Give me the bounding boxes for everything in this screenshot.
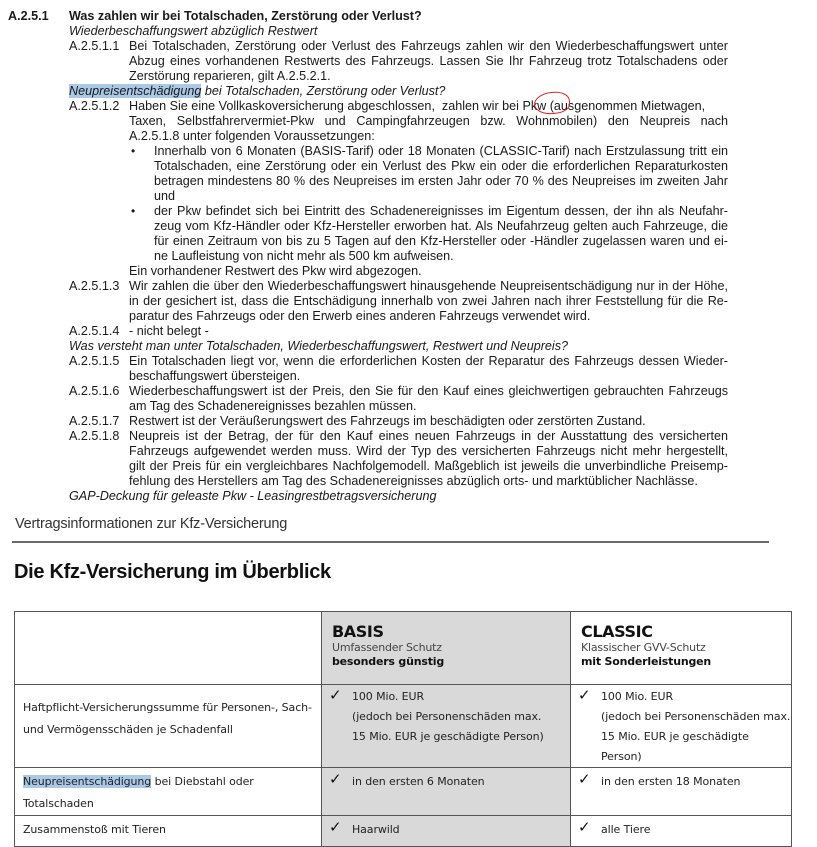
clause-number: A.2.5.1.2 [69, 99, 120, 113]
row-label: Zusammenstoß mit Tieren [23, 823, 166, 836]
header-empty-cell [15, 612, 322, 685]
row-label-cell [15, 768, 322, 816]
plan-tagline-classic: mit Sonderleistungen [581, 655, 712, 668]
value-line: (jedoch bei Personenschäden max. [352, 710, 542, 723]
clause-text-line: Neupreis ist der Betrag, der für den Kauf eines neuen Fahrzeugs in der Ausstattung des versicherten [129, 429, 728, 443]
checkmark-icon: ✓ [578, 686, 591, 704]
clause-text-line: Fahrzeugs aufgewendet werden muss. Wird der Typ des versicherten Fahrzeugs nicht mehr hergestellt, [129, 444, 728, 458]
overview-subtitle: Vertragsinformationen zur Kfz-Versicherung [15, 516, 288, 532]
basis-value-cell [322, 768, 571, 816]
clause-text-line: gilt der Preis für ein vergleichbares Nachfolgemodell. Maßgeblich ist jeweils die unverbindliche Preisemp- [129, 459, 728, 473]
subheading-wiederbeschaffungswert: Wiederbeschaffungswert abzüglich Restwert [69, 24, 318, 38]
bullet-text-line: für einen Zeitraum von bis zu 5 Tagen auf den Kfz-Hersteller oder -Händler zugelassen waren und ei- [154, 234, 728, 248]
value-line: 15 Mio. EUR je geschädigte Person) [601, 730, 749, 763]
clause-text-line: Restwert ist der Veräußerungswert des Fahrzeugs im beschädigten oder zerstörten Zustand. [129, 414, 646, 428]
checkmark-icon: ✓ [329, 818, 342, 836]
bullet-icon: • [131, 204, 136, 218]
clause-number: A.2.5.1.1 [69, 39, 120, 53]
clause-text-line: Zerstörung reparieren, gilt A.2.5.2.1. [129, 69, 331, 83]
clause-text-line: Haben Sie eine Vollkaskoversicherung abgeschlossen, zahlen wir bei Pkw (ausgenommen Mietwagen, [129, 99, 706, 113]
value-text: alle Tiere [601, 823, 651, 836]
clause-number: A.2.5.1.5 [69, 354, 120, 368]
section-number: A.2.5.1 [8, 9, 49, 23]
bullet-icon: • [131, 144, 136, 158]
bullet-text-line: Totalschaden, eine Zerstörung oder ein Verlust des Pkw ein oder die erforderlichen Reparaturkosten [154, 159, 728, 173]
value-line: 100 Mio. EUR [601, 690, 674, 703]
clause-number: A.2.5.1.3 [69, 279, 120, 293]
clause-number: A.2.5.1.7 [69, 414, 120, 428]
section-divider [12, 541, 769, 543]
bullet-text-line: betragen mindestens 80 % des Neupreises im ersten Jahr oder 70 % des Neupreises im zweiten Jahr [154, 174, 728, 188]
checkmark-icon: ✓ [578, 818, 591, 836]
clause-text-line: in der gesichert ist, dass die Entschädigung innerhalb von zwei Jahren nach ihrer Feststellung für die Re- [129, 294, 728, 308]
bullet-text-line: und [154, 189, 176, 203]
clause-text-line: - nicht belegt - [129, 324, 209, 338]
clause-closing-line: Ein vorhandener Restwert des Pkw wird abgezogen. [129, 264, 422, 278]
clause-text-line: fehlung des Herstellers am Tag des Schadenereignisses abzüglich orts- und marktüblicher Nachlässe. [129, 474, 698, 488]
plan-description-classic: Klassischer GVV-Schutz [581, 641, 706, 654]
clause-text-line: beschaffungswert übersteigen. [129, 369, 301, 383]
clause-number: A.2.5.1.4 [69, 324, 120, 338]
plan-name-basis: BASIS [332, 622, 384, 641]
bullet-text-line: ne Laufleistung von nicht mehr als 500 km aufweisen. [154, 249, 454, 263]
subheading-neupreisentschaedigung: Neupreisentschädigung bei Totalschaden, Zerstörung oder Verlust? [69, 84, 446, 98]
section-heading: Was zahlen wir bei Totalschaden, Zerstörung oder Verlust? [69, 9, 422, 23]
row-label: Neupreisentschädigung bei Diebstahl oder Totalschaden [23, 775, 254, 810]
subheading-gap-deckung: GAP-Deckung für geleaste Pkw - Leasingrestbetragsversicherung [69, 489, 437, 503]
clause-text-line: Bei Totalschaden, Zerstörung oder Verlust des Fahrzeugs zahlen wir den Wiederbeschaffungswert unter [129, 39, 728, 53]
row-label-cell [15, 816, 322, 847]
value-line: (jedoch bei Personenschäden max. [601, 710, 791, 723]
clause-text-line: Abzug eines vorhandenen Restwerts des Fahrzeugs. Lassen Sie Ihr Fahrzeug trotz Totalschadens oder [129, 54, 728, 68]
plan-tagline-basis: besonders günstig [332, 655, 444, 668]
classic-value-cell [571, 816, 792, 847]
checkmark-icon: ✓ [329, 770, 342, 788]
value-text: Haarwild [352, 823, 400, 836]
highlighted-term[interactable]: Neupreisentschädigung [69, 84, 202, 98]
header-classic [571, 612, 792, 685]
subheading-definitions: Was versteht man unter Totalschaden, Wiederbeschaffungswert, Restwert und Neupreis? [69, 339, 568, 353]
tariff-comparison-table [14, 611, 792, 847]
clause-text-line: Wir zahlen die über den Wiederbeschaffungswert hinausgehende Neupreisentschädigung nur in der Höhe, [129, 279, 728, 293]
circled-term-pkw: Pkw [522, 99, 547, 113]
clause-text-line: paratur des Fahrzeugs oder den Erwerb eines anderen Fahrzeugs verwendet wird. [129, 309, 591, 323]
checkmark-icon: ✓ [578, 770, 591, 788]
bullet-text-line: Innerhalb von 6 Monaten (BASIS-Tarif) oder 18 Monaten (CLASSIC-Tarif) nach Erstzulassung tritt ein [154, 144, 728, 158]
table-row [15, 768, 792, 816]
value-line: 15 Mio. EUR je geschädigte Person) [352, 730, 544, 743]
clause-number: A.2.5.1.6 [69, 384, 120, 398]
plan-name-classic: CLASSIC [581, 622, 653, 641]
highlighted-term[interactable]: Neupreisentschädigung [23, 775, 152, 788]
value-line: 100 Mio. EUR [352, 690, 425, 703]
value-text: in den ersten 18 Monaten [601, 775, 741, 788]
table-row [15, 816, 792, 847]
classic-value-cell [571, 768, 792, 816]
clause-number: A.2.5.1.8 [69, 429, 120, 443]
classic-value-cell [571, 685, 792, 768]
overview-title: Die Kfz-Versicherung im Überblick [14, 561, 331, 583]
bullet-text-line: der Pkw befindet sich bei Eintritt des Schadenereignisses im Eigentum dessen, der ihn als Neufahr- [154, 204, 728, 218]
row-label-line: Haftpflicht-Versicherungssumme für Personen-, Sach- [23, 701, 312, 714]
basis-value-cell [322, 685, 571, 768]
clause-text-line: A.2.5.1.8 unter folgenden Voraussetzungen: [129, 129, 375, 143]
bullet-text-line: zeug vom Kfz-Händler oder Kfz-Hersteller erworben hat. Als Neufahrzeug gelten auch Fahrzeuge, die [154, 219, 728, 233]
table-row [15, 685, 792, 768]
row-label-line: und Vermögensschäden je Schadenfall [23, 723, 233, 736]
value-text: in den ersten 6 Monaten [352, 775, 485, 788]
checkmark-icon: ✓ [329, 686, 342, 704]
clause-text-line: am Tag des Schadenereignisses bezahlen müssen. [129, 399, 417, 413]
row-label-cell [15, 685, 322, 768]
clause-text-line: Wiederbeschaffungswert ist der Preis, den Sie für den Kauf eines gleichwertigen gebrauchten Fahrzeugs [129, 384, 728, 398]
clause-text-line: Ein Totalschaden liegt vor, wenn die erforderlichen Kosten der Reparatur des Fahrzeugs dessen Wieder- [129, 354, 728, 368]
table-header-row [15, 612, 792, 685]
basis-value-cell [322, 816, 571, 847]
plan-description-basis: Umfassender Schutz [332, 641, 442, 654]
header-basis [322, 612, 571, 685]
clause-text-line: Taxen, Selbstfahrervermiet-Pkw und Campingfahrzeugen bzw. Wohnmobilen) den Neupreis nach [129, 114, 728, 128]
